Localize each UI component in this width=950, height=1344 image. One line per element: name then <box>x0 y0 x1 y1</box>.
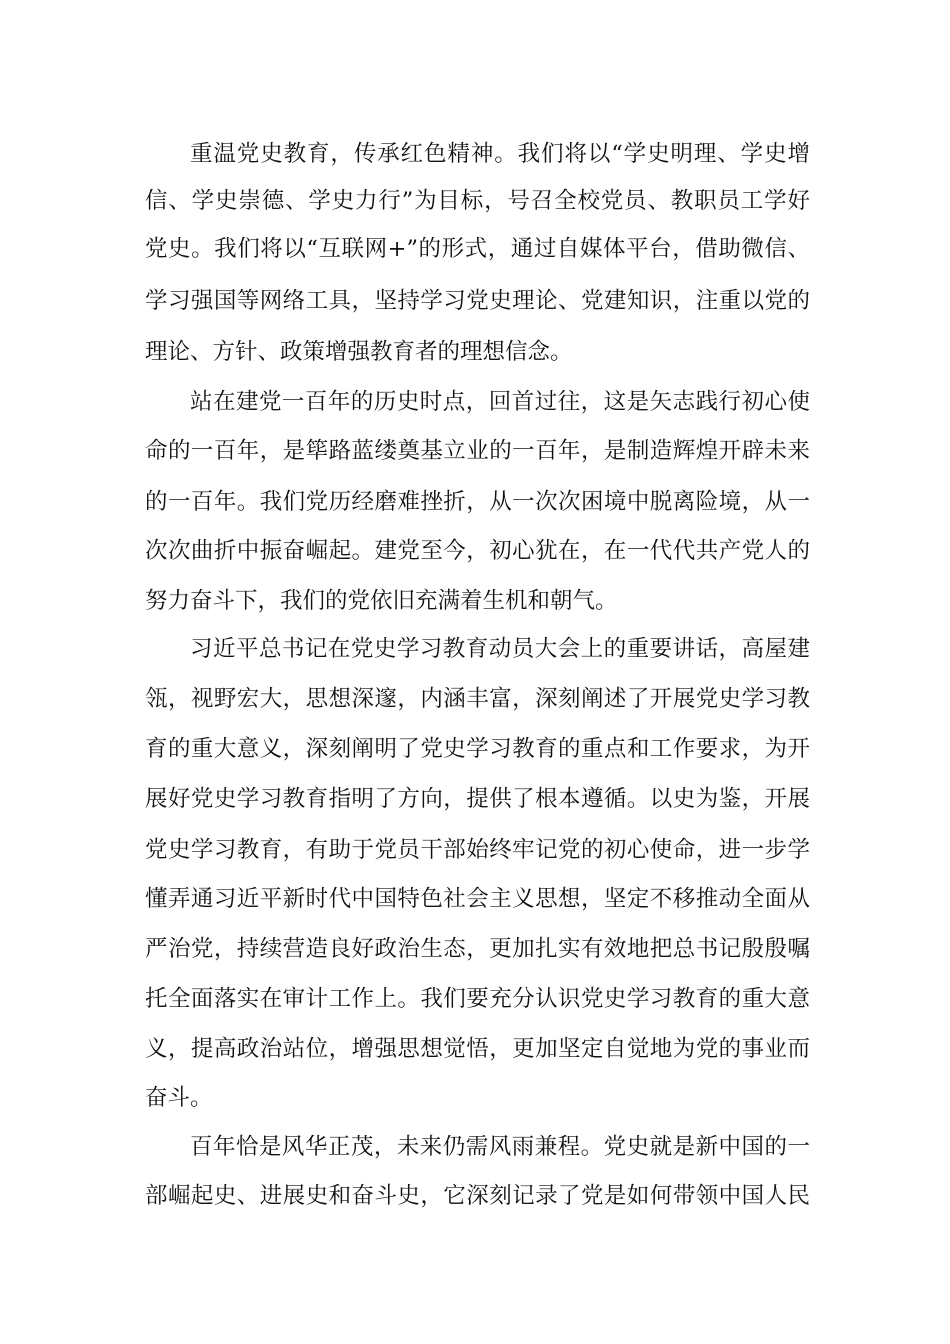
paragraph-2-line-2: 命的一百年，是筚路蓝缕奠基立业的一百年，是制造辉煌开辟未来 <box>145 438 810 464</box>
paragraph-1-line-2: 信、学史崇德、学史力行”为目标，号召全校党员、教职员工学好 <box>145 188 810 214</box>
paragraph-3-line-6: 懂弄通习近平新时代中国特色社会主义思想，坚定不移推动全面从 <box>145 886 810 912</box>
paragraph-4-line-2: 部崛起史、进展史和奋斗史，它深刻记录了党是如何带领中国人民 <box>145 1183 810 1209</box>
paragraph-2-line-1: 站在建党一百年的历史时点，回首过往，这是矢志践行初心使 <box>190 389 810 415</box>
paragraph-3-line-3: 育的重大意义，深刻阐明了党史学习教育的重点和工作要求，为开 <box>145 736 810 762</box>
paragraph-3-line-5: 党史学习教育，有助于党员干部始终牢记党的初心使命，进一步学 <box>145 837 810 863</box>
paragraph-4-line-1: 百年恰是风华正茂，未来仍需风雨兼程。党史就是新中国的一 <box>190 1134 810 1160</box>
paragraph-2-line-4: 次次曲折中振奋崛起。建党至今，初心犹在，在一代代共产党人的 <box>145 538 810 564</box>
paragraph-1-line-3: 党史。我们将以“互联网+”的形式，通过自媒体平台，借助微信、 <box>145 236 810 262</box>
paragraph-1-line-1: 重温党史教育，传承红色精神。我们将以“学史明理、学史增 <box>190 141 810 167</box>
paragraph-3-line-1: 习近平总书记在党史学习教育动员大会上的重要讲话，高屋建 <box>190 636 810 662</box>
paragraph-3-line-7: 严治党，持续营造良好政治生态，更加扎实有效地把总书记殷殷嘱 <box>145 936 810 962</box>
paragraph-3-line-10: 奋斗。 <box>145 1085 213 1111</box>
paragraph-3-line-4: 展好党史学习教育指明了方向，提供了根本遵循。以史为鉴，开展 <box>145 786 810 812</box>
paragraph-1-line-5: 理论、方针、政策增强教育者的理想信念。 <box>145 339 573 365</box>
paragraph-1-line-4: 学习强国等网络工具，坚持学习党史理论、党建知识，注重以党的 <box>145 288 810 314</box>
paragraph-2-line-5: 努力奋斗下，我们的党依旧充满着生机和朝气。 <box>145 588 618 614</box>
paragraph-3-line-2: 瓴，视野宏大，思想深邃，内涵丰富，深刻阐述了开展党史学习教 <box>145 686 810 712</box>
paragraph-2-line-3: 的一百年。我们党历经磨难挫折，从一次次困境中脱离险境，从一 <box>145 489 810 515</box>
paragraph-3-line-8: 托全面落实在审计工作上。我们要充分认识党史学习教育的重大意 <box>145 986 810 1012</box>
paragraph-3-line-9: 义，提高政治站位，增强思想觉悟，更加坚定自觉地为党的事业而 <box>145 1036 810 1062</box>
